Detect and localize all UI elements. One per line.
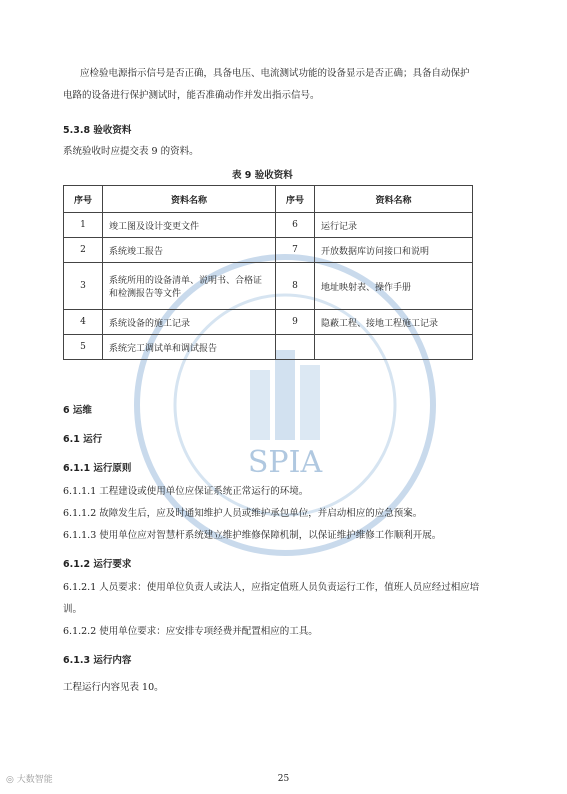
table-row [64, 310, 473, 335]
cell: 竣工图及设计变更文件 [103, 213, 276, 238]
para1-line2: 电路的设备进行保护测试时，能否准确动作并发出指示信号。 [63, 90, 320, 101]
para-6-1-2-1-line2: 训。 [63, 604, 83, 615]
acceptance-table [63, 185, 473, 360]
cell: 8 [276, 263, 315, 310]
para-6-1-3: 工程运行内容见表 10。 [63, 682, 164, 693]
section-6-1: 6.1 运行 [63, 434, 103, 445]
table-title: 表 9 验收资料 [232, 170, 293, 181]
cell: 3 [64, 263, 103, 310]
cell [315, 335, 473, 360]
section-6-1-2: 6.1.2 运行要求 [63, 559, 132, 570]
para-6-1-1-3: 6.1.1.3 使用单位应对智慧杆系统建立维护维修保障机制，以保证维护维修工作顺利开展。 [63, 530, 442, 541]
cell [276, 335, 315, 360]
cell: 系统完工调试单和调试报告 [103, 335, 276, 360]
header-no-1: 序号 [64, 186, 103, 213]
section-6-1-3: 6.1.3 运行内容 [63, 655, 132, 666]
cell: 7 [276, 238, 315, 263]
section-6-1-1: 6.1.1 运行原则 [63, 463, 132, 474]
header-no-2: 序号 [276, 186, 315, 213]
cell: 开放数据库访问接口和说明 [315, 238, 473, 263]
cell: 5 [64, 335, 103, 360]
cell: 1 [64, 213, 103, 238]
cell: 系统设备的施工记录 [103, 310, 276, 335]
para1-line1: 应检验电源指示信号是否正确，具备电压、电流测试功能的设备显示是否正确；具备自动保护 [80, 68, 470, 79]
table-header-row [64, 186, 473, 213]
footer-logo-text: 大数智能 [16, 775, 53, 785]
table-row [64, 335, 473, 360]
logo-icon: ◎ [6, 775, 14, 785]
header-name-1: 资料名称 [103, 186, 276, 213]
cell: 2 [64, 238, 103, 263]
watermark-text: SPIA [247, 445, 323, 480]
cell: 6 [276, 213, 315, 238]
para2: 系统验收时应提交表 9 的资料。 [63, 146, 199, 157]
header-name-2: 资料名称 [315, 186, 473, 213]
cell: 系统所用的设备清单、说明书、合格证和检测报告等文件 [103, 263, 276, 310]
cell: 系统竣工报告 [103, 238, 276, 263]
table-row [64, 213, 473, 238]
section-6: 6 运维 [63, 405, 92, 416]
section-5-3-8: 5.3.8 验收资料 [63, 125, 132, 136]
para-6-1-2-2: 6.1.2.2 使用单位要求：应安排专项经费并配置相应的工具。 [63, 626, 318, 637]
para-6-1-2-1-line1: 6.1.2.1 人员要求：使用单位负责人或法人，应指定值班人员负责运行工作，值班人员应经过相应培 [63, 582, 480, 593]
table-row [64, 263, 473, 310]
para-6-1-1-1: 6.1.1.1 工程建设或使用单位应保证系统正常运行的环境。 [63, 486, 309, 497]
table-row [64, 238, 473, 263]
cell: 9 [276, 310, 315, 335]
para-6-1-1-2: 6.1.1.2 故障发生后，应及时通知维护人员或维护承包单位，并启动相应的应急预案。 [63, 508, 423, 519]
cell: 隐蔽工程、接地工程施工记录 [315, 310, 473, 335]
page-number: 25 [277, 774, 290, 784]
cell: 地址映射表、操作手册 [315, 263, 473, 310]
cell: 4 [64, 310, 103, 335]
cell: 运行记录 [315, 213, 473, 238]
